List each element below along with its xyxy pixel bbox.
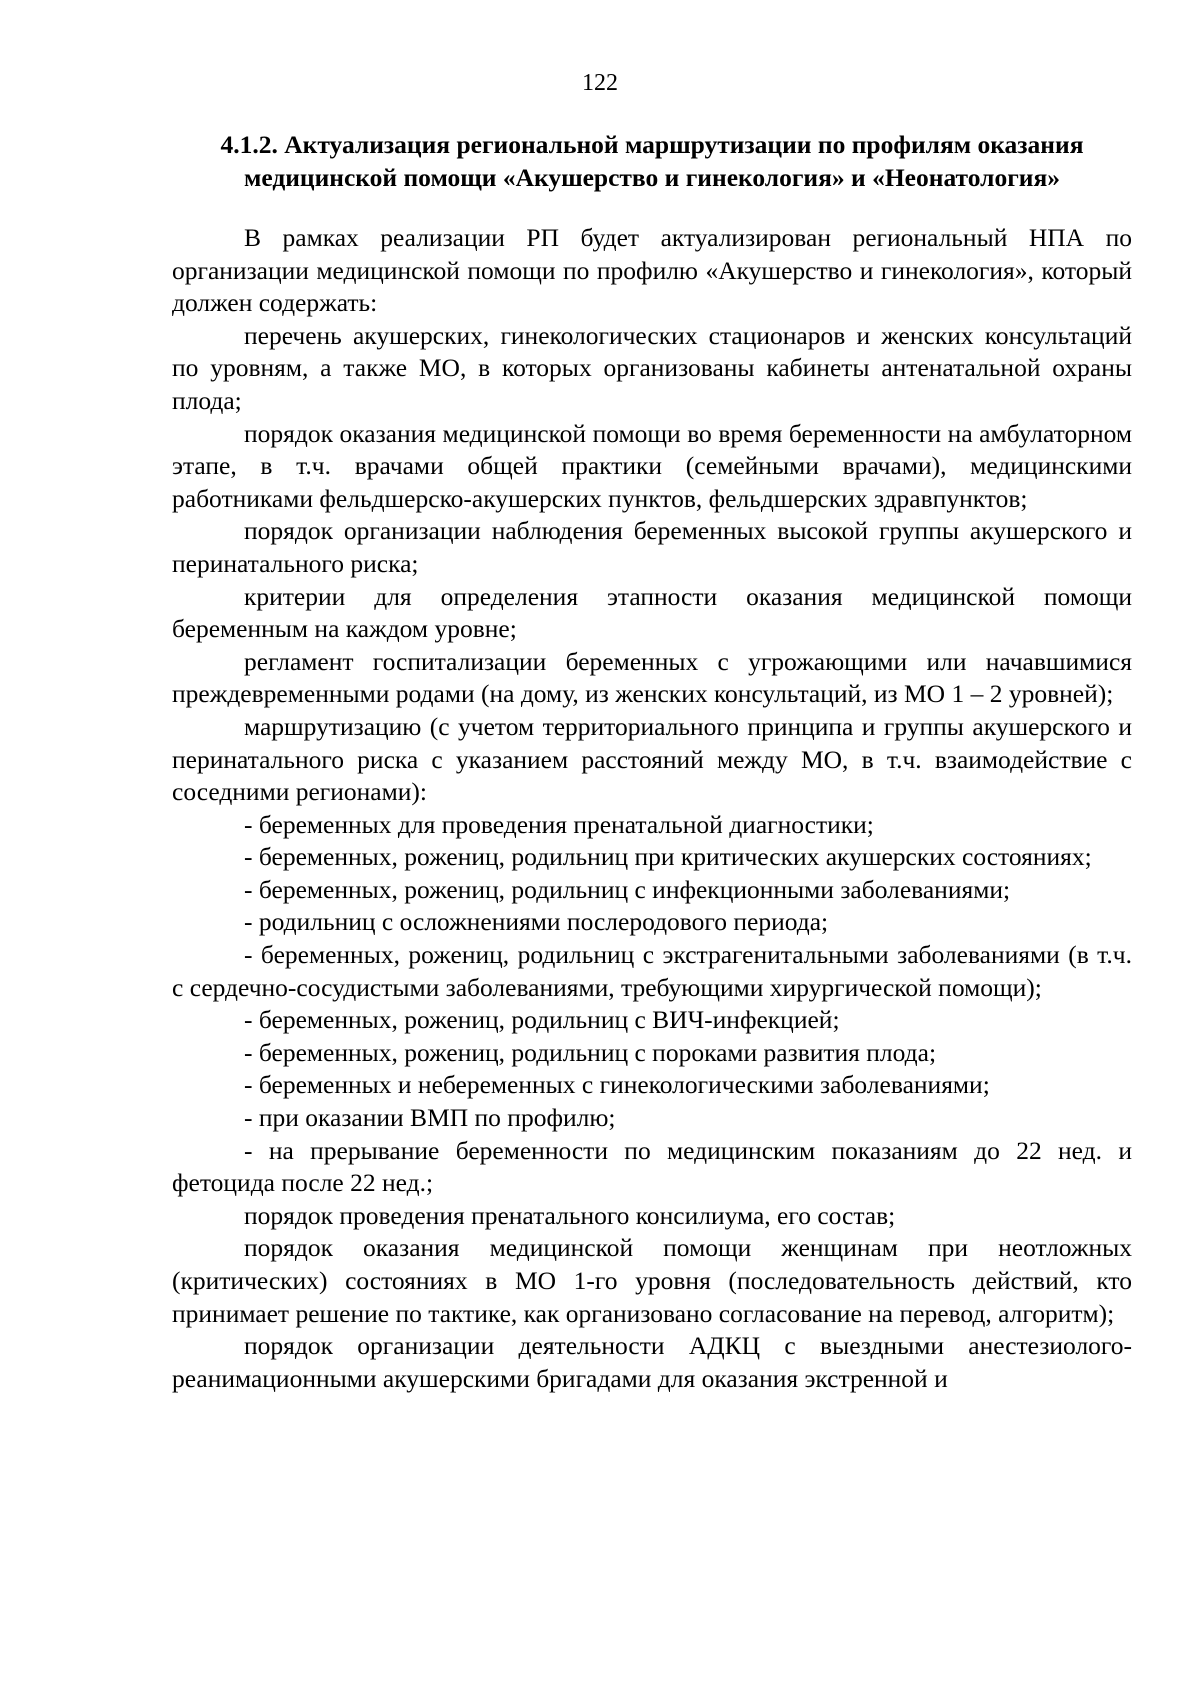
routing-list-item: - при оказании ВМП по профилю; bbox=[244, 1103, 616, 1133]
paragraph-item: регламент госпитализации беременных с угрожающими или начавшимися преждевременными родами (на дому, из женских консультаций, из МО 1 – 2 уровней); bbox=[172, 646, 1132, 709]
routing-list-item: - беременных, рожениц, родильниц с пороками развития плода; bbox=[244, 1037, 937, 1067]
routing-list-item: - беременных, рожениц, родильниц с ВИЧ-инфекцией; bbox=[244, 1005, 840, 1035]
paragraph-item: порядок организации деятельности АДКЦ с выездными анестезиолого-реанимационными акушерскими бригадами для оказания экстренной и bbox=[172, 1331, 1132, 1393]
routing-list-item: - беременных для проведения пренатальной диагностики; bbox=[244, 809, 874, 839]
paragraph-item: порядок проведения пренатального консилиума, его состав; bbox=[244, 1200, 896, 1230]
section-heading: 4.1.2. Актуализация региональной маршрутизации по профилям оказания медицинской помощи «Акушерство и гинекология» и «Неонатология» bbox=[220, 130, 1084, 192]
paragraph-item: критерии для определения этапности оказания медицинской помощи беременным на каждом уровне; bbox=[172, 581, 1132, 644]
routing-list-item: - беременных и небеременных с гинекологическими заболеваниями; bbox=[244, 1070, 990, 1100]
paragraph-item: порядок оказания медицинской помощи во время беременности на амбулаторном этапе, в т.ч. врачами общей практики (семейными врачами), медицинскими работниками фельдшерско-акушерских пунктов, фельдшерских здравпунктов; bbox=[172, 418, 1132, 513]
paragraph-item: перечень акушерских, гинекологических стационаров и женских консультаций по уровням, а также МО, в которых организованы кабинеты антенатальной охраны плода; bbox=[172, 320, 1132, 415]
routing-list-item: - беременных, рожениц, родильниц при критических акушерских состояниях; bbox=[244, 842, 1092, 872]
paragraph-item: порядок оказания медицинской помощи женщинам при неотложных (критических) состояниях в МО 1-го уровня (последовательность действий, кто принимает решение по тактике, как организовано согласование на перевод, алгоритм); bbox=[172, 1233, 1132, 1328]
routing-list-item: - на прерывание беременности по медицинским показаниям до 22 нед. и фетоцида после 22 нед.; bbox=[172, 1135, 1132, 1198]
routing-list-item: - беременных, рожениц, родильниц с экстрагенитальными заболеваниями (в т.ч. с сердечно-сосудистыми заболеваниями, требующими хирургической помощи); bbox=[172, 940, 1132, 1002]
paragraph-item: маршрутизацию (с учетом территориального принципа и группы акушерского и перинатального риска с указанием расстояний между МО, в т.ч. взаимодействие с соседними регионами): bbox=[172, 711, 1132, 807]
paragraph-item: порядок организации наблюдения беременных высокой группы акушерского и перинатального риска; bbox=[172, 516, 1132, 578]
routing-list-item: - беременных, рожениц, родильниц с инфекционными заболеваниями; bbox=[244, 874, 1011, 904]
page-number: 122 bbox=[582, 70, 618, 96]
document-body bbox=[172, 222, 1132, 1395]
paragraph-intro: В рамках реализации РП будет актуализирован региональный НПА по организации медицинской помощи по профилю «Акушерство и гинекология», который должен содержать: bbox=[172, 223, 1132, 318]
routing-list-item: - родильниц с осложнениями послеродового периода; bbox=[244, 907, 829, 937]
